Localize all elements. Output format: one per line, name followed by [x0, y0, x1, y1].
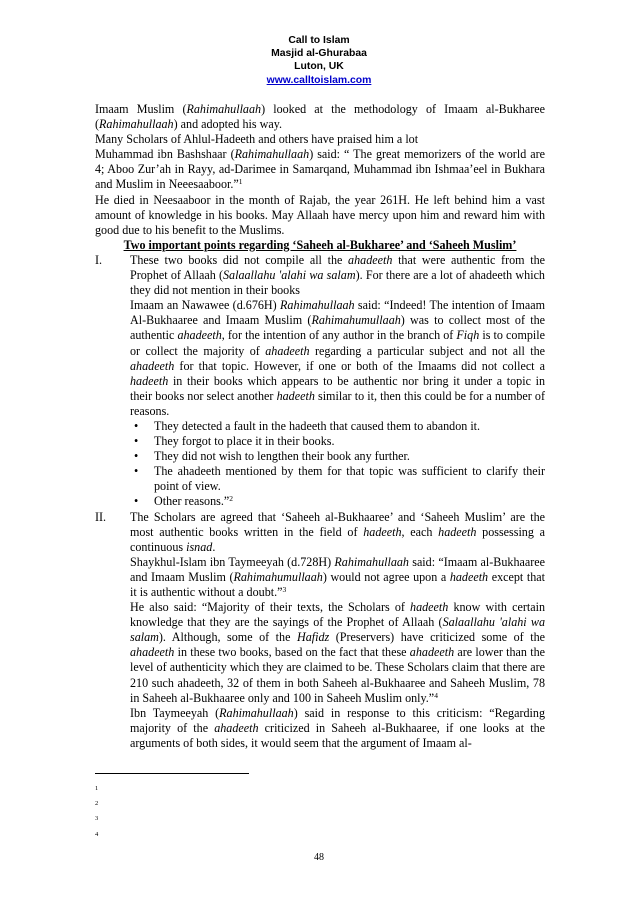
page-number: 48	[314, 852, 324, 863]
list-item: • Other reasons.”$^2$	[130, 494, 545, 509]
document-body	[95, 102, 545, 751]
point-1-paragraph-2: Imaam an Nawawee (d.676H) Rahimahullaah said: “Indeed! The intention of Imaam Al-Bukhaaree and Imaam Muslim (Rahimahumullaah) was to collect most of the authentic ahadeeth, for the intention of any author in the branch of Fiqh is to compile or collect the majority of ahadeeth regarding a particular subject and not all the ahadeeth for that topic. However, if one or both of the Imaams did not collect a hadeeth in their books which appears to be authentic nor bring it under a topic in their books nor select another hadeeth similar to it, then this could be for a number of reasons.	[130, 298, 546, 418]
list-item: • They forgot to place it in their books.	[130, 434, 545, 449]
footnotes	[95, 781, 98, 842]
point-2-paragraph-4: Ibn Taymeeyah (Rahimahullaah) said in response to this criticism: “Regarding majority of the ahadeeth criticized in Saheeh al-Bukhaaree, if one looks at the arguments of both sides, it would seem that the argument of Imaam al-	[130, 705, 545, 750]
footnote-number: 4	[95, 830, 99, 838]
footnote-divider	[95, 773, 249, 774]
page-header	[0, 34, 638, 87]
footnote-number: 3	[95, 815, 99, 823]
point-2-marker: II.	[95, 509, 107, 524]
header-line-call-to-islam: Call to Islam	[288, 35, 350, 46]
list-item: • The ahadeeth mentioned by them for that topic was sufficient to clarify their point of view.	[130, 464, 545, 494]
point-1-paragraph-1: These two books did not compile all the ahadeeth that were authentic from the Prophet of Allaah (Salaallahu 'alahi wa salam). For there are a lot of ahadeeth which they did not mention in their books	[130, 252, 546, 298]
reasons-list	[130, 419, 545, 510]
intro-paragraph-4: He died in Neesaaboor in the month of Rajab, the year 261H. He left behind him a vast amount of knowledge in his books. May Allaah have mercy upon him and reward him with good due to his benefit to the Muslims.	[95, 192, 545, 237]
header-line-masjid: Masjid al-Ghurabaa	[271, 48, 367, 60]
point-2	[95, 510, 545, 752]
list-item: • They detected a fault in the hadeeth that caused them to abandon it.	[130, 419, 545, 434]
intro-paragraph-2: Many Scholars of Ahlul-Hadeeth and others have praised him a lot	[95, 132, 419, 147]
footnote-number: 1	[95, 785, 99, 792]
list-item: • They did not wish to lengthen their book any further.	[130, 449, 545, 464]
point-2-paragraph-3: He also said: “Majority of their texts, the Scholars of hadeeth know with certain knowledge that they are the sayings of the Prophet of Allaah (Salaallahu 'alahi wa salam). Although, some of the Hafidz (Preservers) have criticized some of the ahadeeth in these two books, based on the fact that these ahadeeth are lower than the level of authenticity which they are claimed to be. These Scholars claim that there are 210 such ahadeeth, 32 of them in both Saheeh al-Bukhaaree and Saheeh Muslim, 78 in Saheeh al-Bukhaaree only and 100 in Saheeh Muslim only.”$^4$	[130, 600, 545, 705]
footnote-ref-4: 4	[434, 690, 438, 700]
header-line-location: Luton, UK	[294, 61, 344, 73]
point-2-paragraph-1: The Scholars are agreed that ‘Saheeh al-Bukhaaree’ and ‘Saheeh Muslim’ are the most authentic books written in the field of hadeeth, each hadeeth possessing a continuous isnad.	[130, 509, 545, 554]
point-1	[95, 253, 545, 510]
footnote-ref-2: 2	[229, 494, 233, 504]
footnote-number: 2	[95, 800, 99, 808]
header-website-link[interactable]: www.calltoislam.com	[266, 74, 372, 86]
footnote-ref-3: 3	[282, 585, 287, 594]
intro-paragraph-3: Muhammad ibn Bashshaar (Rahimahullaah) said: “ The great memorizers of the world are 4; Aboo Zur’ah in Rayy, ad-Darimee in Samarqand, Muhammad ibn Ishmaa’eel in Bukhara and Muslim in Neeesaaboor.”$^1$	[95, 147, 545, 192]
footnote-ref-1: 1	[238, 177, 243, 187]
point-1-marker: I.	[95, 252, 103, 267]
point-2-paragraph-2: Shaykhul-Islam ibn Taymeeyah (d.728H) Rahimahullaah said: “Imaam al-Bukhaaree and Imaam Muslim (Rahimahumullaah) would not agree upon a hadeeth except that it is authentic without a doubt.”$^3$	[130, 554, 545, 599]
intro-paragraph-1: Imaam Muslim (Rahimahullaah) looked at the methodology of Imaam al-Bukharee (Rahimahullaah) and adopted his way.	[95, 102, 545, 132]
section-heading: Two important points regarding ‘Saheeh al-Bukharee’ and ‘Saheeh Muslim’	[123, 237, 517, 252]
